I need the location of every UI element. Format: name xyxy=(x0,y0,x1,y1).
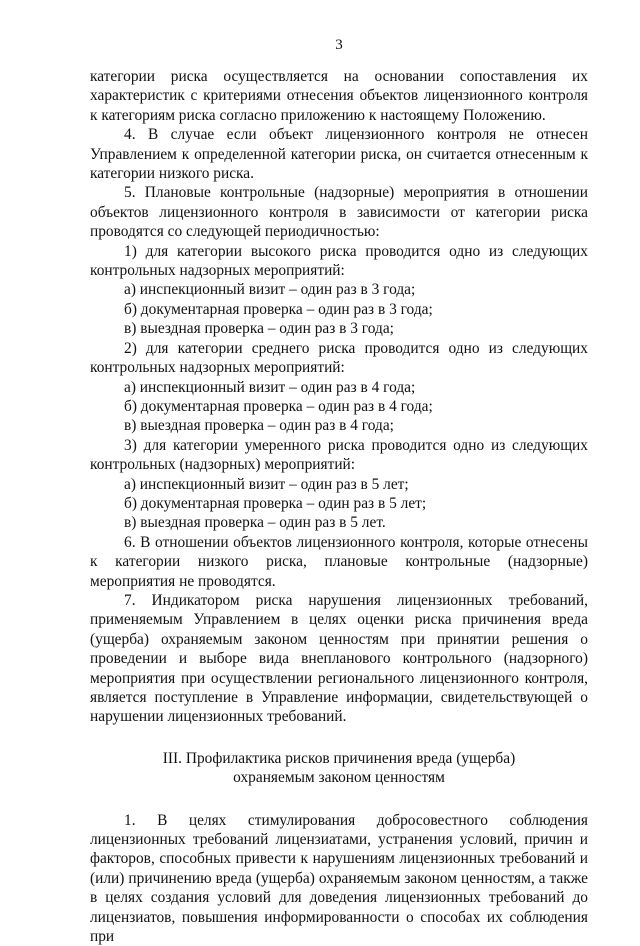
paragraph-5-item-3a: а) инспекционный визит – один раз в 5 лет; xyxy=(124,475,409,493)
paragraph-6: 6. В отношении объектов лицензионного контроля, которые отнесены к категории низкого риска, плановые контрольные (надзорные) мероприятия не проводятся. xyxy=(90,533,588,590)
paragraph-4: 4. В случае если объект лицензионного контроля не отнесен Управлением к определенной категории риска, он считается отнесенным к категории низкого риска. xyxy=(90,126,588,183)
paragraph-5-item-1b: б) документарная проверка – один раз в 3 года; xyxy=(124,300,433,318)
paragraph-continuation: категории риска осуществляется на основании сопоставления их характеристик с критериями отнесения объектов лицензионного контроля к категориям риска согласно приложению к настоящему Положению. xyxy=(90,68,588,124)
paragraph-5-item-2c: в) выездная проверка – один раз в 4 года; xyxy=(124,417,394,435)
paragraph-5-item-1c: в) выездная проверка – один раз в 3 года; xyxy=(124,320,394,338)
paragraph-5: 5. Плановые контрольные (надзорные) мероприятия в отношении объектов лицензионного контроля в зависимости от категории риска проводятся со следующей периодичностью: xyxy=(90,184,588,241)
paragraph-5-item-3c: в) выездная проверка – один раз в 5 лет. xyxy=(124,514,386,532)
section-title xyxy=(90,749,588,788)
paragraph-5-item-2b: б) документарная проверка – один раз в 4 года; xyxy=(124,397,433,415)
paragraph-5-item-3: 3) для категории умеренного риска проводится одно из следующих контрольных (надзорных) мероприятий: xyxy=(90,436,588,474)
document-body xyxy=(90,67,588,946)
paragraph-5-item-1: 1) для категории высокого риска проводится одно из следующих контрольных надзорных мероприятий: xyxy=(90,242,588,280)
paragraph-5-item-2a: а) инспекционный визит – один раз в 4 года; xyxy=(124,378,416,396)
paragraph-5-item-3b: б) документарная проверка – один раз в 5 лет; xyxy=(124,494,427,512)
section-title-line-1: III. Профилактика рисков причинения вреда (ущерба) xyxy=(162,749,516,767)
paragraph-5-item-2: 2) для категории среднего риска проводится одно из следующих контрольных надзорных мероприятий: xyxy=(90,339,588,377)
page-number: 3 xyxy=(335,37,343,53)
section-paragraph-1: 1. В целях стимулирования добросовестного соблюдения лицензионных требований лицензиатами, устранения условий, причин и факторов, способных привести к нарушениям лицензионных требований и (или) причинению вреда (ущерба) охраняемым законом ценностям, а также в целях создания условий для доведения лицензионных требований до лицензиатов, повышения информированности о способах их соблюдения при xyxy=(90,811,588,946)
section-title-line-2: охраняемым законом ценностям xyxy=(233,769,445,787)
paragraph-5-item-1a: а) инспекционный визит – один раз в 3 года; xyxy=(124,281,416,299)
paragraph-7: 7. Индикатором риска нарушения лицензионных требований, применяемым Управлением в целях оценки риска причинения вреда (ущерба) охраняемым законом ценностям при принятии решения о проведении и выборе вида внепланового контрольного (надзорного) мероприятия при осуществлении регионального лицензионного контроля, является поступление в Управление информации, свидетельствующей о нарушении лицензионных требований. xyxy=(90,591,588,726)
